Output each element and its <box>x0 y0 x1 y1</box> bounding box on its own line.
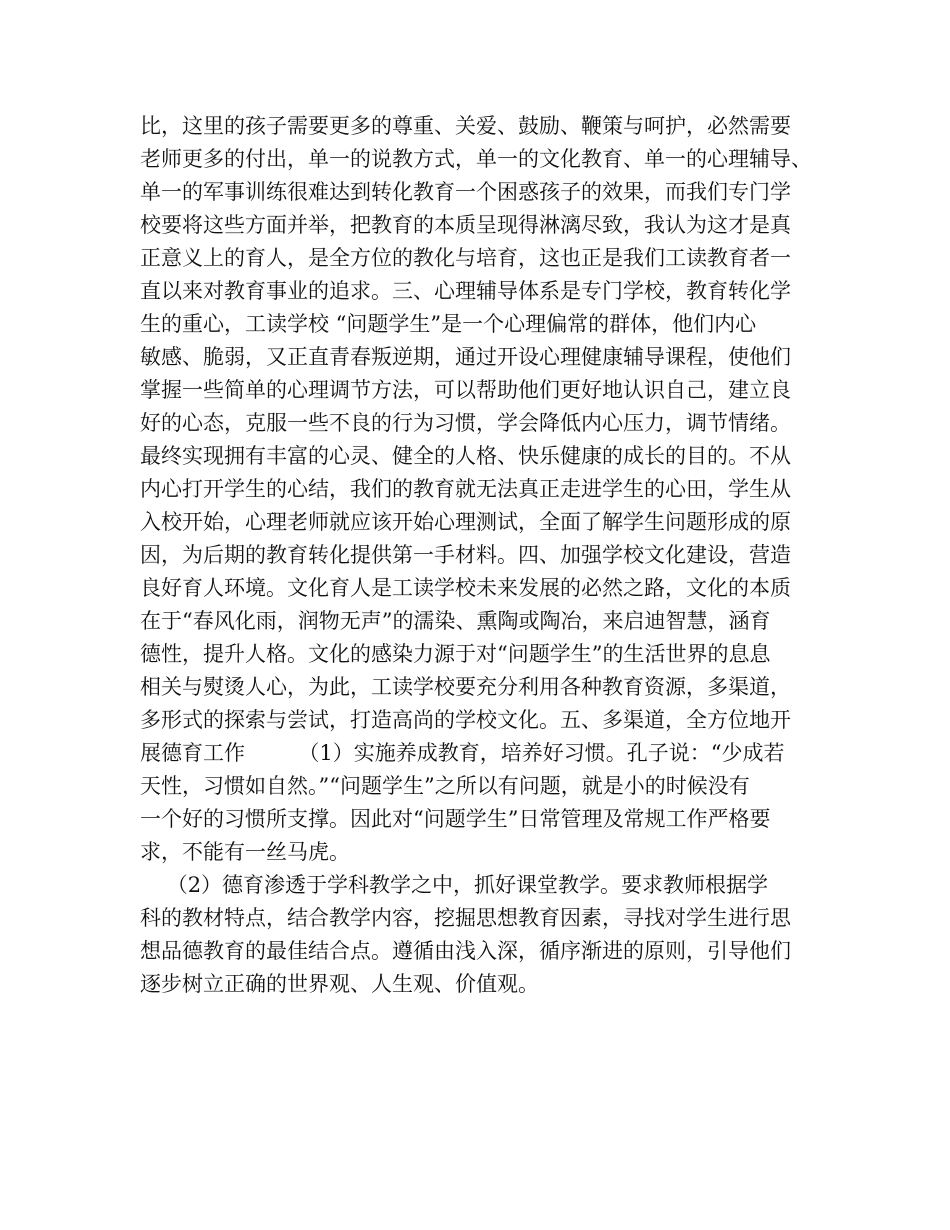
text-line: 在于“春风化雨，润物无声”的濡染、熏陶或陶冶，来启迪智慧，涵育 <box>140 609 771 633</box>
text-line: 好的心态，克服一些不良的行为习惯，学会降低内心压力，调节情绪。 <box>140 411 791 435</box>
text-line: （2）德育渗透于学科教学之中，抓好课堂教学。要求教师根据学 <box>140 873 769 897</box>
text-line: 比，这里的孩子需要更多的尊重、关爱、鼓励、鞭策与呵护，必然需要 <box>140 114 791 138</box>
text-line: 德性，提升人格。文化的感染力源于对“问题学生”的生活世界的息息 <box>140 642 771 666</box>
text-line: 逐步树立正确的世界观、人生观、价值观。 <box>140 972 539 996</box>
text-line: 掌握一些简单的心理调节方法，可以帮助他们更好地认识自己，建立良 <box>140 378 791 402</box>
text-line: 一个好的习惯所支撑。因此对“问题学生”日常管理及常规工作严格要 <box>140 807 771 831</box>
text-line: 相关与熨烫人心，为此，工读学校要充分利用各种教育资源，多渠道， <box>140 675 791 699</box>
text-line: 因，为后期的教育转化提供第一手材料。四、加强学校文化建设，营造 <box>140 543 791 567</box>
text-line: 良好育人环境。文化育人是工读学校未来发展的必然之路，文化的本质 <box>140 576 791 600</box>
text-line: 天性，习惯如自然。”“问题学生”之所以有问题，就是小的时候没有 <box>140 774 750 798</box>
text-line: 敏感、脆弱，又正直青春叛逆期，通过开设心理健康辅导课程，使他们 <box>140 345 791 369</box>
text-line: 单一的军事训练很难达到转化教育一个困惑孩子的效果，而我们专门学 <box>140 180 791 204</box>
text-line: 多形式的探索与尝试，打造高尚的学校文化。五、多渠道，全方位地开 <box>140 708 791 732</box>
text-line: 科的教材特点，结合教学内容，挖掘思想教育因素，寻找对学生进行思 <box>140 906 791 930</box>
text-line: 展德育工作 （1）实施养成教育，培养好习惯。孔子说：“少成若 <box>140 741 785 765</box>
text-line: 直以来对教育事业的追求。三、心理辅导体系是专门学校，教育转化学 <box>140 279 791 303</box>
text-line: 内心打开学生的心结，我们的教育就无法真正走进学生的心田，学生从 <box>140 477 791 501</box>
text-line: 老师更多的付出，单一的说教方式，单一的文化教育、单一的心理辅导、 <box>140 147 812 171</box>
text-line: 求，不能有一丝马虎。 <box>140 840 350 864</box>
text-line: 正意义上的育人，是全方位的教化与培育，这也正是我们工读教育者一 <box>140 246 791 270</box>
text-line: 生的重心，工读学校 “问题学生”是一个心理偏常的群体，他们内心 <box>140 312 757 336</box>
text-line: 最终实现拥有丰富的心灵、健全的人格、快乐健康的成长的目的。不从 <box>140 444 791 468</box>
text-line: 校要将这些方面并举，把教育的本质呈现得淋漓尽致，我认为这才是真 <box>140 213 791 237</box>
text-line: 想品德教育的最佳结合点。遵循由浅入深，循序渐进的原则，引导他们 <box>140 939 791 963</box>
body-text <box>140 110 830 1001</box>
text-line: 入校开始，心理老师就应该开始心理测试，全面了解学生问题形成的原 <box>140 510 791 534</box>
